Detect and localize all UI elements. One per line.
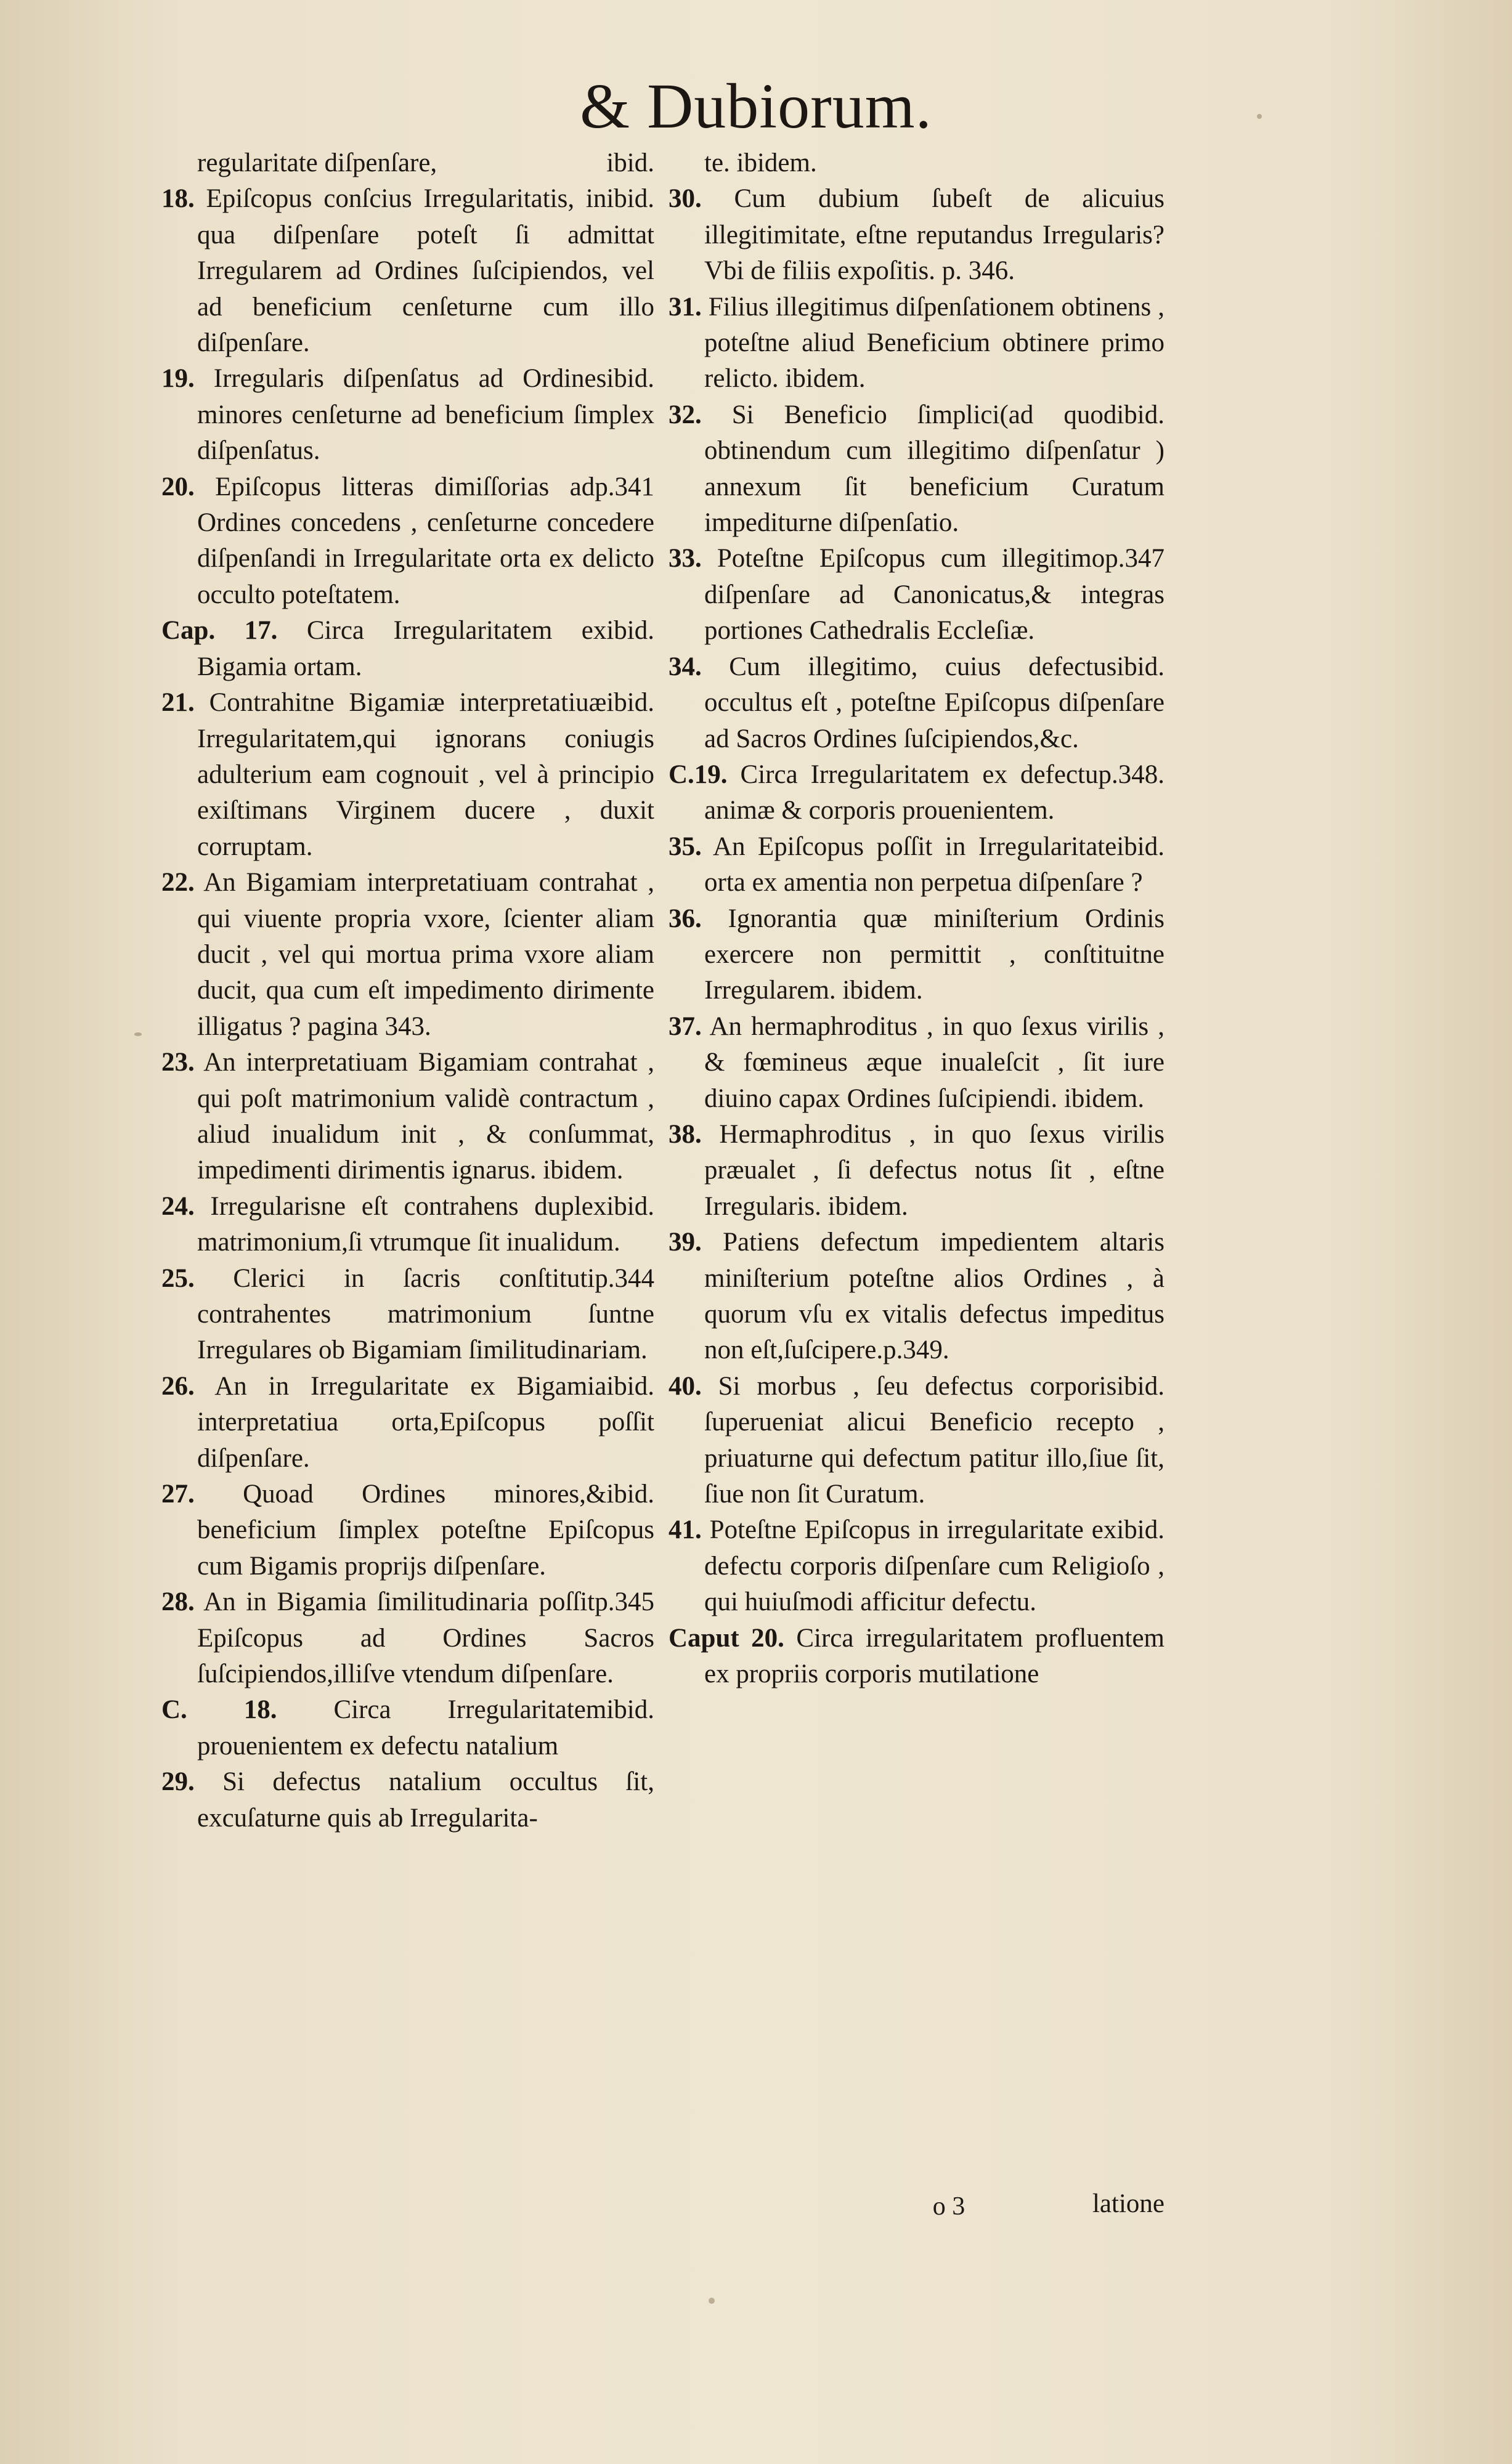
entry-number: 38. xyxy=(669,1119,702,1149)
entry-text: Circa Irregularitatem ex defectu animæ & corporis prouenientem. xyxy=(704,760,1099,825)
page-reference: ibid. xyxy=(606,688,654,718)
index-entry xyxy=(669,1369,1164,1513)
index-entry xyxy=(161,1477,654,1584)
entry-text: An interpretatiuam Bigamiam contrahat , qui poſt matrimonium validè contractum , aliud inualidum init , & conſummat, impedimenti dirimentis ignarus. ibidem. xyxy=(197,1048,654,1185)
index-entry xyxy=(161,1764,654,1836)
entry-number: 25. xyxy=(161,1263,195,1293)
index-entry xyxy=(161,865,654,1045)
index-entry xyxy=(669,757,1164,829)
index-entry xyxy=(669,1117,1164,1225)
entry-number: 23. xyxy=(161,1048,195,1077)
page-reference: p.344 xyxy=(595,1263,654,1293)
index-entry xyxy=(669,1512,1164,1620)
index-entry xyxy=(161,613,654,685)
entry-number: 20. xyxy=(161,472,195,501)
page-reference: ibid. xyxy=(606,1371,654,1401)
index-entry xyxy=(161,1692,654,1764)
entry-number: 40. xyxy=(669,1371,702,1401)
entry-text: Circa Irregularitatem ex Bigamia ortam. xyxy=(197,616,607,681)
page-reference: p.348. xyxy=(1098,760,1164,789)
index-entry xyxy=(161,1189,654,1261)
index-entry xyxy=(161,1261,654,1369)
entry-number: 29. xyxy=(161,1767,195,1797)
paper-spot xyxy=(709,2298,715,2304)
index-entry xyxy=(161,181,654,361)
page-reference: ibid. xyxy=(606,1191,654,1221)
index-entry xyxy=(161,469,654,614)
entry-text: te. ibidem. xyxy=(704,148,817,177)
entry-text: Cum illegitimo, cuius defectus occultus eſt , poteſtne Epiſcopus diſpenſare ad Sacros Ordines ſuſcipiendos,&c. xyxy=(704,652,1164,753)
page-reference: ibid. xyxy=(606,1480,654,1509)
page-reference: p.341 xyxy=(595,472,654,501)
entry-text: Irregularisne eſt contrahens duplex matrimonium,ſi vtrumque ſit inualidum. xyxy=(197,1191,620,1257)
index-entry xyxy=(669,541,1164,649)
entry-text: Circa Irregularitatem prouenientem ex defectu natalium xyxy=(197,1695,607,1761)
index-entry xyxy=(669,145,1164,181)
index-entry xyxy=(669,1009,1164,1117)
page-reference: ibid. xyxy=(606,148,654,177)
paper-spot xyxy=(1257,114,1262,119)
index-entry xyxy=(161,685,654,865)
page-reference: ibid. xyxy=(1116,652,1164,681)
index-entry xyxy=(161,145,654,181)
entry-number: Cap. 17. xyxy=(161,616,278,646)
entry-number: 28. xyxy=(161,1587,195,1617)
entry-text: Poteſtne Epiſcopus in irregularitate ex defectu corporis diſpenſare cum Religioſo , qui huiuſmodi afficitur defectu. xyxy=(704,1515,1164,1617)
entry-number: 19. xyxy=(161,364,195,394)
page-reference: ibid. xyxy=(606,184,654,214)
page-reference: ibid. xyxy=(606,364,654,394)
entry-text: Circa irregularitatem profluentem ex propriis corporis mutilatione xyxy=(704,1623,1165,1689)
entry-number: 36. xyxy=(669,904,702,933)
index-entry xyxy=(161,361,654,469)
entry-text: An in Irregularitate ex Bigamia interpretatiua orta,Epiſcopus poſſit diſpenſare. xyxy=(197,1371,654,1473)
signature-mark: o 3 xyxy=(932,2192,965,2221)
entry-text: An hermaphroditus , in quo ſexus virilis , & fœmineus æque inualeſcit , ſit iure diuino capax Ordines ſuſcipiendi. ibidem. xyxy=(704,1011,1164,1113)
entry-text: Filius illegitimus diſpenſationem obtinens , poteſtne aliud Beneficium obtinere primo relicto. ibidem. xyxy=(704,292,1164,394)
entry-text: An Bigamiam interpretatiuam contrahat , qui viuente propria vxore, ſcienter aliam ducit , vel qui mortua prima vxore aliam ducit, qua cum eſt impedimento dirimente illigatus ? pagina 343. xyxy=(197,868,654,1041)
entry-text: Patiens defectum impedientem altaris miniſterium poteſtne alios Ordines , à quorum vſu ex vitalis defectus impeditus non eſt,ſuſcipere.p.349. xyxy=(704,1228,1164,1365)
entry-text: Epiſcopus conſcius Irregularitatis, in qua diſpenſare poteſt ſi admittat Irregularem ad Ordines ſuſcipiendos, vel ad beneficium cenſeturne cum illo diſpenſare. xyxy=(197,184,654,358)
index-entry xyxy=(161,1584,654,1692)
left-column xyxy=(161,145,654,1836)
entry-number: 26. xyxy=(161,1371,195,1401)
entry-number: 37. xyxy=(669,1011,702,1041)
entry-text: Contrahitne Bigamiæ interpretatiuæ Irregularitatem,qui ignorans coniugis adulterium eam cognouit , vel à principio exiſtimans Virginem ducere , duxit corruptam. xyxy=(197,688,654,861)
entry-text: regularitate diſpenſare, xyxy=(197,148,437,177)
page-reference: ibid. xyxy=(1116,1371,1164,1401)
entry-number: 31. xyxy=(669,292,702,322)
catchword: latione xyxy=(1092,2189,1164,2218)
entry-number: 34. xyxy=(669,652,702,681)
right-column xyxy=(669,145,1164,1692)
entry-number: 24. xyxy=(161,1191,195,1221)
entry-text: Quoad Ordines minores,& beneficium ſimplex poteſtne Epiſcopus cum Bigamis proprijs diſpenſare. xyxy=(197,1480,654,1581)
index-entry xyxy=(669,1225,1164,1369)
entry-text: Irregularis diſpenſatus ad Ordines minores cenſeturne ad beneficium ſimplex diſpenſatus. xyxy=(197,364,654,466)
entry-number: Caput 20. xyxy=(669,1623,784,1653)
entry-text: An in Bigamia ſimilitudinaria poſſit Epiſcopus ad Ordines Sacros ſuſcipiendos,illiſve vtendum diſpenſare. xyxy=(197,1587,654,1689)
index-entry xyxy=(669,829,1164,901)
entry-number: 30. xyxy=(669,184,702,214)
index-entry xyxy=(669,901,1164,1009)
paper-spot xyxy=(134,1032,142,1036)
entry-text: Clerici in ſacris conſtituti contrahentes matrimonium ſuntne Irregulares ob Bigamiam ſimilitudinariam. xyxy=(197,1263,654,1365)
entry-number: 35. xyxy=(669,832,702,861)
page-header: & Dubiorum. xyxy=(580,71,932,142)
index-entry xyxy=(669,181,1164,289)
entry-number: 22. xyxy=(161,868,195,898)
entry-number: 18. xyxy=(161,184,195,214)
entry-number: 39. xyxy=(669,1228,702,1257)
index-entry xyxy=(669,1621,1164,1693)
entry-number: 21. xyxy=(161,688,195,718)
entry-number: 32. xyxy=(669,400,702,429)
page-reference: ibid. xyxy=(1116,832,1164,861)
entry-text: Hermaphroditus , in quo ſexus virilis præualet , ſi defectus notus ſit , eſtne Irregularis. ibidem. xyxy=(704,1119,1164,1221)
page-reference: p.345 xyxy=(595,1587,654,1617)
entry-number: 33. xyxy=(669,544,702,573)
entry-number: C. 18. xyxy=(161,1695,277,1725)
entry-text: Si Beneficio ſimplici(ad quod obtinendum cum illegitimo diſpenſatur ) annexum ſit beneficium Curatum impediturne diſpenſatio. xyxy=(704,400,1164,538)
entry-text: Cum dubium ſubeſt de alicuius illegitimitate, eſtne reputandus Irregularis? Vbi de filiis expoſitis. p. 346. xyxy=(704,184,1164,286)
entry-number: 41. xyxy=(669,1515,702,1545)
index-entry xyxy=(161,1045,654,1189)
index-entry xyxy=(669,397,1164,541)
entry-text: An Epiſcopus poſſit in Irregularitate orta ex amentia non perpetua diſpenſare ? xyxy=(704,832,1143,898)
entry-text: Epiſcopus litteras dimiſſorias ad Ordines concedens , cenſeturne concedere diſpenſandi in Irregularitate orta ex delicto occulto poteſtatem. xyxy=(197,472,654,609)
entry-text: Poteſtne Epiſcopus cum illegitimo diſpenſare ad Canonicatus,& integras portiones Cathedralis Eccleſiæ. xyxy=(704,544,1164,646)
page-reference: ibid. xyxy=(1116,1515,1164,1545)
page-reference: p.347 xyxy=(1105,544,1164,573)
page-reference: ibid. xyxy=(1116,400,1164,429)
entry-text: Ignorantia quæ miniſterium Ordinis exercere non permittit , conſtituitne Irregularem. ibidem. xyxy=(704,904,1165,1005)
page-reference: ibid. xyxy=(606,1695,654,1725)
entry-number: 27. xyxy=(161,1480,195,1509)
index-entry xyxy=(669,290,1164,397)
entry-number: C.19. xyxy=(669,760,728,789)
entry-text: Si morbus , ſeu defectus corporis ſuperueniat alicui Beneficio recepto , priuaturne qui defectum patitur illo,ſiue ſit, ſiue non ſit Curatum. xyxy=(704,1371,1164,1509)
index-entry xyxy=(669,649,1164,757)
entry-text: Si defectus natalium occultus ſit, excuſaturne quis ab Irregularita- xyxy=(197,1767,654,1833)
index-entry xyxy=(161,1369,654,1477)
page-reference: ibid. xyxy=(606,616,654,646)
